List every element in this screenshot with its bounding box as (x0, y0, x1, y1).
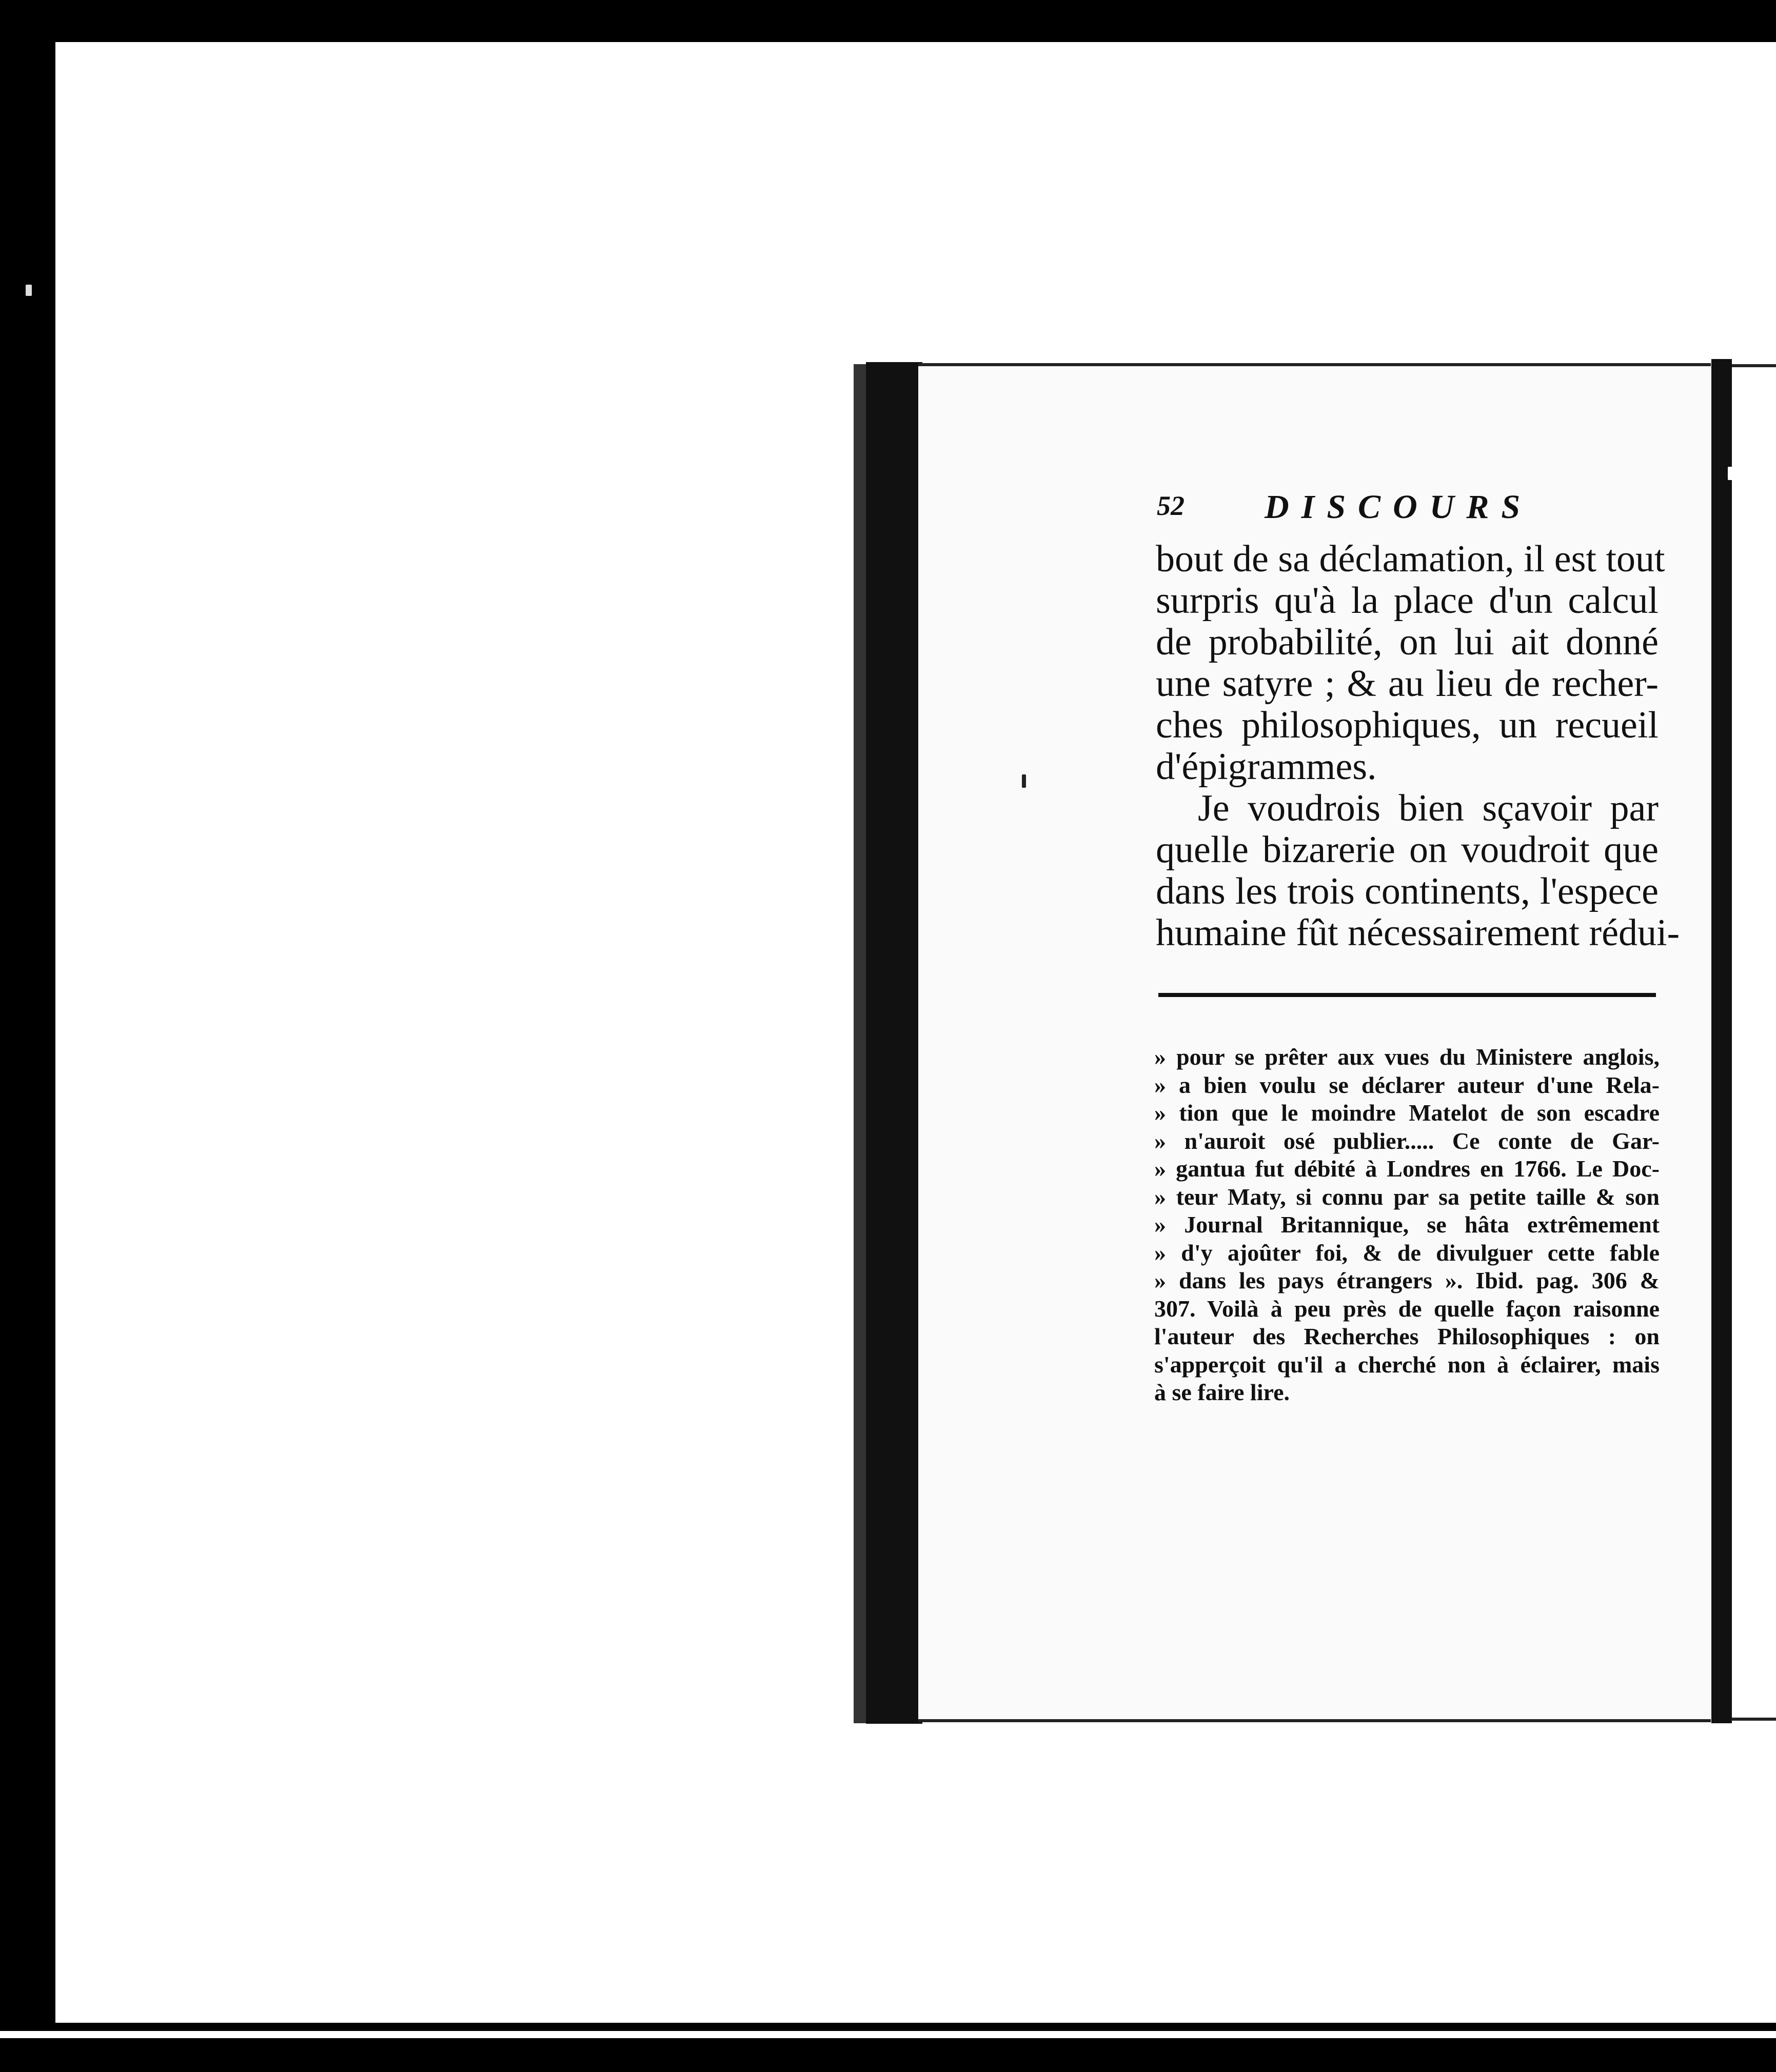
book-spine (866, 362, 922, 1724)
footnote-line: » teur Maty, si connu par sa petite taille & son (1154, 1183, 1660, 1210)
scan-speck (26, 285, 32, 296)
footnote-line: » tion que le moindre Matelot de son escadre (1154, 1100, 1660, 1126)
body-line: de probabilité, on lui ait donné (1156, 621, 1659, 663)
body-text (1156, 538, 1680, 954)
body-line: ches philosophiques, un recueil (1156, 704, 1659, 746)
footnote-line: » n'auroit osé publier..... Ce conte de Gar- (1154, 1127, 1660, 1154)
body-line: Je voudrois bien sçavoir par (1198, 787, 1659, 829)
footnote-line: » pour se prêter aux vues du Ministere anglois, (1154, 1044, 1660, 1070)
body-line: bout de sa déclamation, il est tout (1156, 538, 1665, 580)
scan-bottom-line (0, 2031, 1776, 2038)
footnote-line: l'auteur des Recherches Philosophiques : on (1154, 1323, 1660, 1349)
footnote-rule (1158, 993, 1656, 997)
footnote (1154, 1043, 1660, 1407)
body-line: quelle bizarerie on voudroit que (1156, 829, 1659, 871)
body-line: d'épigrammes. (1156, 746, 1377, 788)
footnote-line: s'apperçoit qu'il a cherché non à éclairer, mais (1154, 1351, 1660, 1378)
footnote-line: à se faire lire. (1154, 1379, 1290, 1405)
footnote-line: » dans les pays étrangers ». Ibid. pag. 306 & (1154, 1267, 1660, 1293)
footnote-line: » a bien voulu se déclarer auteur d'une Rela- (1154, 1071, 1660, 1098)
body-line: surpris qu'à la place d'un calcul (1156, 580, 1659, 622)
page-header (1157, 490, 1567, 536)
body-line: une satyre ; & au lieu de recher- (1156, 663, 1659, 705)
footnote-line: » d'y ajoûter foi, & de divulguer cette fable (1154, 1239, 1660, 1266)
body-line: humaine fût nécessairement rédui- (1156, 912, 1680, 954)
scan-speck (1728, 467, 1733, 480)
scan-bottom-border (0, 2023, 1776, 2072)
page-number: 52 (1157, 490, 1185, 521)
facing-page-edge (1732, 364, 1776, 1721)
book-gutter (1711, 359, 1732, 1723)
running-title: DISCOURS (1265, 488, 1533, 526)
footnote-line: » gantua fut débité à Londres en 1766. Le Doc- (1154, 1155, 1660, 1182)
footnote-line: » Journal Britannique, se hâta extrêmement (1154, 1211, 1660, 1238)
scan-speck (1022, 774, 1026, 788)
footnote-line: 307. Voilà à peu près de quelle façon raisonne (1154, 1295, 1660, 1322)
body-line: dans les trois continents, l'espece (1156, 870, 1659, 912)
